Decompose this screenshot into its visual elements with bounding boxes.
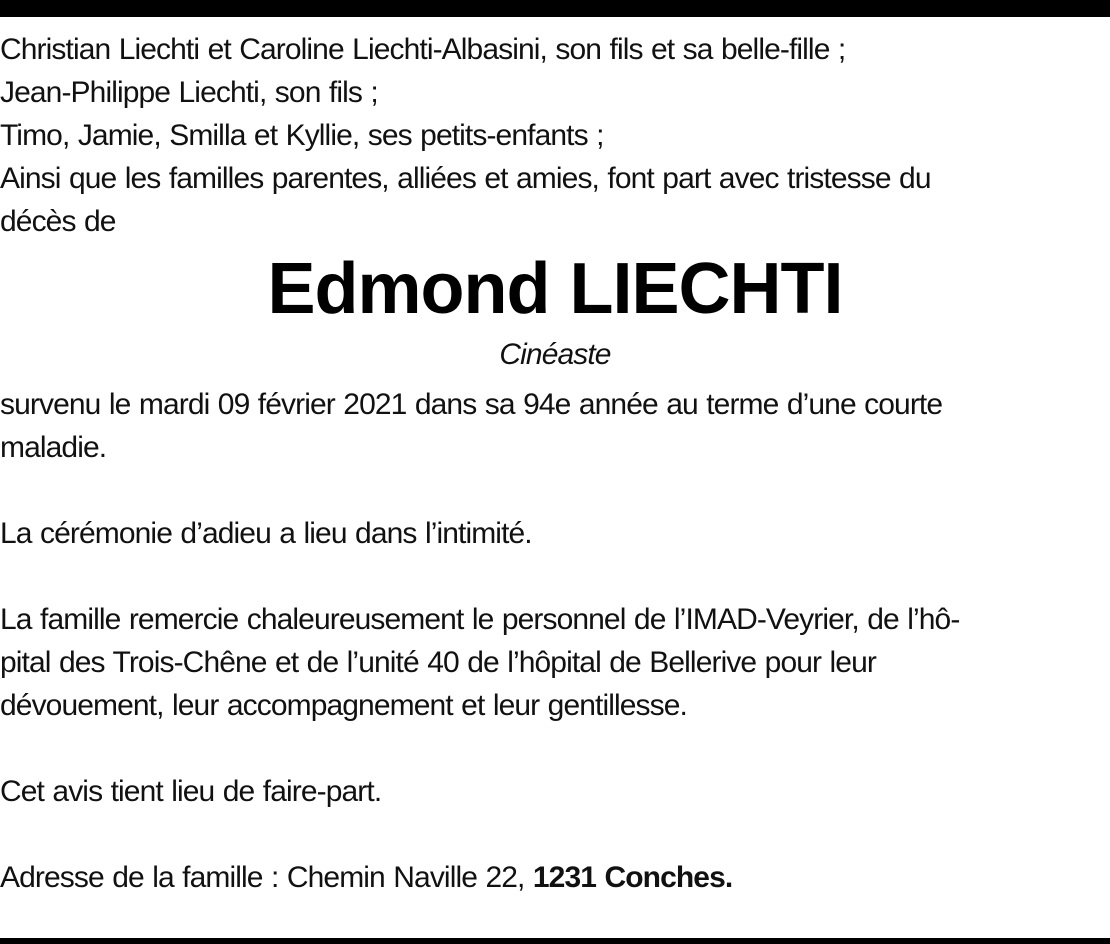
bottom-rule: [0, 938, 1110, 944]
ceremony-text: La cérémonie d’adieu a lieu dans l’intimité.: [0, 517, 532, 550]
intro-line: Christian Liechti et Caroline Liechti-Albasini, son fils et sa belle-fille ;: [0, 33, 846, 66]
top-rule: [0, 0, 1110, 17]
death-line: survenu le mardi 09 février 2021 dans sa 94e année au terme d’une courte: [0, 388, 943, 421]
intro-line: Jean-Philippe Liechti, son fils ;: [0, 76, 378, 109]
deceased-name: Edmond LIECHTI: [267, 249, 843, 329]
death-details: [0, 383, 1110, 469]
intro-line: Timo, Jamie, Smilla et Kyllie, ses petits-enfants ;: [0, 119, 604, 152]
death-line: maladie.: [0, 431, 107, 464]
deceased-profession: Cinéaste: [499, 338, 611, 371]
family-address: [0, 856, 1110, 899]
faire-part-notice: Cet avis tient lieu de faire-part.: [0, 775, 382, 808]
thanks-paragraph: [0, 598, 1110, 727]
family-announcement: [0, 28, 1110, 243]
address-postal-city: 1231 Conches.: [532, 861, 733, 894]
obituary-notice: [0, 28, 1110, 899]
intro-line: Ainsi que les familles parentes, alliées et amies, font part avec tristesse du: [0, 162, 931, 195]
address-street: Adresse de la famille : Chemin Naville 22,: [0, 861, 533, 894]
thanks-line: dévouement, leur accompagnement et leur gentillesse.: [0, 689, 687, 722]
thanks-line: pital des Trois-Chêne et de l’unité 40 de l’hôpital de Bellerive pour leur: [0, 646, 876, 679]
thanks-line: La famille remercie chaleureusement le personnel de l’IMAD-Veyrier, de l’hô-: [0, 603, 960, 636]
intro-line: décès de: [0, 205, 116, 238]
